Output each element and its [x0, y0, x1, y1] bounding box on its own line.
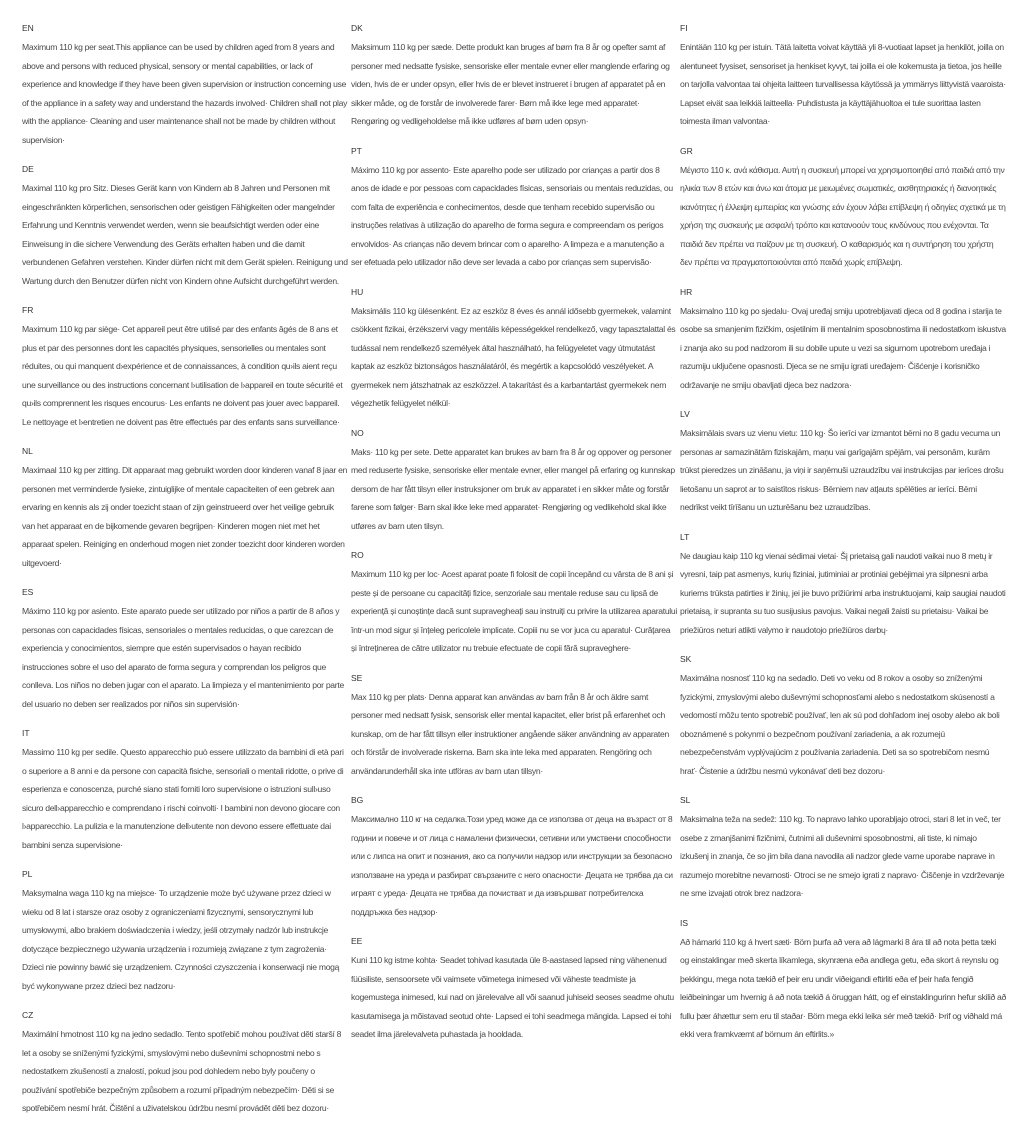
section-gr	[680, 145, 1006, 272]
section-en	[22, 22, 348, 149]
language-code: SL	[680, 795, 691, 805]
section-text: Maks· 110 kg per sete. Dette apparatet kan brukes av barn fra 8 år og oppover og personer med reduserte fysiske, sensoriske eller mentale evner, eller mangel på erfaring og kunnskap dersom de har fått tilsyn eller instruksjoner om bruk av apparatet i en sikker måte og forstår farene som følger· Barn skal ikke leke med apparatet· Rengjøring og vedlikehold skal ikke utføres av barn uten tilsyn.	[351, 446, 675, 531]
section-text: Að hámarki 110 kg á hvert sæti· Börn þurfa að vera að lágmarki 8 ára til að nota þetta tæki og einstaklingar með skerta líkamlega, skynræna eða andlega getu, eða skort á reynslu og þekkingu, mega nota tækið ef þeir eru undir viðeigandi eftirliti eða ef þeir hafa fengið leiðbeiningar um hvernig á að nota tækið á öruggan hátt, og ef einstaklingurinn hefur skilið að fullu þær áhættur sem eru til staðar· Börn mega ekki leika sér með tækið· Þrif og viðhald má ekki vera framkvæmt af börnum án eftirlits.»	[680, 936, 1006, 1039]
language-code: DE	[22, 164, 34, 174]
section-text: Maximum 110 kg par siège· Cet appareil peut être utilisé par des enfants âgés de 8 ans et plus et par des personnes dont les capacités physiques, sensorielles ou mentales sont réduites, ou qui manquent d›expérience et de connaissances, à condition qu›ils aient reçu une surveillance ou des instructions concernant l›utilisation de l›appareil en toute sécurité et qu›ils comprennent les risques encourus· Les enfants ne doivent pas jouer avec l›appareil. Le nettoyage et l›entretien ne doivent pas être effectués par des enfants sans surveillance·	[22, 324, 343, 427]
section-text: Máximo 110 kg por asiento. Este aparato puede ser utilizado por niños a partir de 8 años y personas con capacidades físicas, sensoriales o mentales reducidas, o que carezcan de experiencia y conocimientos, siempre que estén supervisados o hayan recibido instrucciones sobre el uso del aparato de forma segura y comprendan los peligros que conlleva. Los niños no deben jugar con el aparato. La limpieza y el mantenimiento por parte del usuario no deben ser realizados por niños sin supervisión·	[22, 606, 344, 709]
section-text: Maximální hmotnost 110 kg na jedno sedadlo. Tento spotřebič mohou používat děti starší 8 let a osoby se sníženými fyzickými, smyslovými nebo duševními schopnostmi nebo s nedostatkem zkušeností a znalostí, pokud jsou pod dohledem nebo byly poučeny o používání spotřebiče bezpečným způsobem a rozumí případným nebezpečím· Děti si se spotřebičem nesmí hrát. Čištění a uživatelskou údržbu nesmí provádět děti bez dozoru·	[22, 1029, 342, 1113]
section-text: Maksimālais svars uz vienu vietu: 110 kg· Šo ierīci var izmantot bērni no 8 gadu vecuma un personas ar samazinātām fiziskajām, maņu vai garīgajām spējām, vai personām, kurām trūkst pieredzes un zināšanu, ja viņi ir saņēmuši uzraudzību vai instrukcijas par ierīces drošu lietošanu un saprot ar to saistītos riskus· Bērniem nav atļauts spēlēties ar ierīci. Bērni nedrīkst veikt tīrīšanu un uzturēšanu bez uzraudzības.	[680, 428, 1004, 512]
section-pt	[351, 145, 677, 272]
section-text: Максимално 110 кг на седалка.Този уред може да се използва от деца на възраст от 8 години и повече и от лица с намалени физически, сетивни или умствени способности или с липса на опит и познания, ако са получили надзор или инструкции за безопасно използване на уреда и разбират свързаните с него опасности· Децата не трябва да си играят с уреда· Децата не трябва да почистват и да извършват потребителска поддръжка без надзор·	[351, 814, 673, 917]
section-text: Max 110 kg per plats· Denna apparat kan användas av barn från 8 år och äldre samt personer med nedsatt fysisk, sensorisk eller mental kapacitet, eller brist på erfarenhet och kunskap, om de har fått tillsyn eller instruktioner angående säker användning av apparaten och förstår de involverade riskerna. Barn ska inte leka med apparaten. Rengöring och användarunderhåll ska inte utföras av barn utan tillsyn·	[351, 691, 669, 776]
section-text: Maximálna nosnosť 110 kg na sedadlo. Deti vo veku od 8 rokov a osoby so zníženými fyzickými, zmyslovými alebo duševnými schopnosťami alebo s nedostatkom skúseností a vedomostí môžu tento spotrebič používať, len ak sú pod dohľadom inej osoby alebo ak boli oboznámené s pokynmi o bezpečnom používaní zariadenia, a ak rozumejú nebezpečenstvám vyplývajúcim z používania zariadenia. Deti sa so spotrebičom nesmú hrať· Čistenie a údržbu nesmú vykonávať deti bez dozoru·	[680, 673, 1000, 776]
language-code: DK	[351, 23, 363, 33]
language-code: SK	[680, 654, 692, 664]
language-code: PL	[22, 869, 33, 879]
section-text: Ne daugiau kaip 110 kg vienai sėdimai vietai· Šį prietaisą gali naudoti vaikai nuo 8 metų ir vyresni, taip pat asmenys, kurių fiziniai, jutiminiai ar protiniai gebėjimai yra silpnesni arba kuriems trūksta patirties ir žinių, jei jie buvo prižiūrimi arba instruktuojami, kaip saugiai naudoti prietaisą, ir supranta su tuo susijusius pavojus. Vaikai negali žaisti su prietaisu· Vaikai be priežiūros neturi atlikti valymo ir naudotojo priežiūros darbų·	[680, 550, 1006, 635]
section-lt	[680, 531, 1006, 640]
section-text: Maximaal 110 kg per zitting. Dit apparaat mag gebruikt worden door kinderen vanaf 8 jaar en personen met verminderde fysieke, zintuiglijke of mentale capaciteiten of een gebrek aan ervaring en kennis als zij onder toezicht staan of zijn geinstrueerd over het veilige gebruik van het apparaat en de bijkomende gevaren begrijpen· Kinderen mogen niet met het apparaat spelen. Reiniging en onderhoud mogen niet zonder toezicht door kinderen worden uitgevoerd·	[22, 465, 348, 568]
language-code: CZ	[22, 1010, 34, 1020]
column-1	[22, 22, 348, 1132]
section-dk	[351, 22, 677, 131]
section-text: Máximo 110 kg por assento· Este aparelho pode ser utilizado por crianças a partir dos 8 anos de idade e por pessoas com capacidades físicas, sensoriais ou mentais reduzidas, ou com falta de experiência e conhecimentos, desde que tenham recebido supervisão ou instruções relativas à utilização do aparelho de forma segura e compreendam os perigos envolvidos· As crianças não devem brincar com o aparelho· A limpeza e a manutenção a ser efetuada pelo utilizador não deve ser levada a cabo por crianças sem supervisão·	[351, 164, 673, 267]
column-2	[351, 22, 677, 1058]
language-code: HR	[680, 286, 693, 297]
language-code: NO	[351, 427, 364, 438]
section-is	[680, 917, 1006, 1044]
section-bg	[351, 794, 677, 921]
section-ee	[351, 935, 677, 1044]
column-3	[680, 22, 1006, 1058]
section-sl	[680, 794, 1006, 903]
section-text: Μέγιστο 110 κ. ανά κάθισμα. Αυτή η συσκευή μπορεί να χρησιμοποιηθεί από παιδιά από την ηλικία των 8 ετών και άνω και άτομα με μειωμένες σωματικές, αισθητηριακές ή διανοητικές ικανότητες ή έλλειψη εμπειρίας και γνώσης εάν έχουν λάβει επίβλεψη ή οδηγίες σχετικά με τη χρήση της συσκευής με ασφαλή τρόπο και κατανοούν τους κινδύνους που ενέχονται. Τα παιδιά δεν πρέπει να παίζουν με τη συσκευή. Ο καθαρισμός και η συντήρηση του χρήστη δεν πρέπει να πραγματοποιούνται από παιδιά χωρίς επίβλεψη.	[680, 164, 1006, 267]
section-hr	[680, 286, 1006, 395]
section-de	[22, 163, 348, 290]
language-code: ES	[22, 587, 34, 597]
language-code: LT	[680, 531, 690, 542]
section-text: Maximum 110 kg per seat.This appliance can be used by children aged from 8 years and above and persons with reduced physical, sensory or mental capabilities, or lack of experience and knowledge if they have been given supervision or instruction concerning use of the appliance in a safety way and understand the hazards involved· Children shall not play with the appliance· Cleaning and user maintenance shall not be made by children without supervision·	[22, 42, 348, 145]
section-text: Enintään 110 kg per istuin. Tätä laitetta voivat käyttää yli 8-vuotiaat lapset ja henkilöt, joilla on alentuneet fyysiset, sensoriset ja henkiset kyvyt, tai joilla ei ole kokemusta ja tietoa, jos heille on tarjolla valvontaa tai ohjeita laitteen turvallisessa käytössä ja ymmärrys liittyvistä vaaroista· Lapset eivät saa leikkiä laitteella· Puhdistusta ja käyttäjähuoltoa ei tule suorittaa lasten toimesta ilman valvontaa·	[680, 42, 1006, 126]
section-text: Kuni 110 kg istme kohta· Seadet tohivad kasutada üle 8-aastased lapsed ning vähenenud füüsiliste, sensoorsete või vaimsete võimetega inimesed või väheste teadmiste ja kogemustega inimesed, kui nad on järelevalve all või saanud juhiseid seoses seadme ohutu kasutamisega ja mõistavad seotud ohte· Lapsed ei tohi seadmega mängida. Lapsed ei tohi seadet ilma järelevalveta puhastada ja hooldada.	[351, 955, 674, 1039]
section-text: Massimo 110 kg per sedile. Questo apparecchio può essere utilizzato da bambini di età pari o superiore a 8 anni e da persone con capacità fisiche, sensoriali o mentali ridotte, o prive di esperienza e conoscenza, purché siano stati forniti loro supervisione o istruzioni sull›uso sicuro dell›apparecchio e comprendano i rischi coinvolti· I bambini non devono giocare con l›apparecchio. La pulizia e la manutenzione dell›utente non devono essere effettuate dai bambini senza supervisione·	[22, 747, 344, 850]
section-text: Maximal 110 kg pro Sitz. Dieses Gerät kann von Kindern ab 8 Jahren und Personen mit eingeschränkten körperlichen, sensorischen oder geistigen Fähigkeiten oder mangelnder Erfahrung und Kenntnis verwendet werden, wenn sie beaufsichtigt werden oder eine Einweisung in die sichere Verwendung des Geräts erhalten haben und die damit verbundenen Gefahren verstehen. Kinder dürfen nicht mit dem Gerät spielen. Reinigung und Wartung durch den Benutzer dürfen nicht von Kindern ohne Aufsicht durchgeführt werden.	[22, 183, 348, 286]
section-no	[351, 427, 677, 536]
language-code: LV	[680, 409, 690, 419]
section-it	[22, 727, 348, 854]
language-code: HU	[351, 286, 364, 297]
section-text: Maksymalna waga 110 kg na miejsce· To urządzenie może być używane przez dzieci w wieku od 8 lat i starsze oraz osoby z ograniczeniami fizycznymi, sensorycznymi lub umysłowymi, albo brakiem doświadczenia i wiedzy, jeśli otrzymały nadzór lub instrukcje dotyczące bezpiecznego używania urządzenia i rozumieją związane z tym zagrożenia· Dzieci nie powinny bawić się urządzeniem. Czynności czyszczenia i konserwacji nie mogą być wykonywane przez dzieci bez nadzoru·	[22, 888, 340, 991]
section-sk	[680, 653, 1006, 780]
section-cz	[22, 1009, 348, 1118]
section-fi	[680, 22, 1006, 131]
section-ro	[351, 549, 677, 658]
language-code: EN	[22, 23, 34, 33]
section-text: Maksimalno 110 kg po sjedalu· Ovaj uređaj smiju upotrebljavati djeca od 8 godina i starija te osobe sa smanjenim fizičkim, osjetilnim ili mentalnim sposobnostima ili nedostatkom iskustva i znanja ako su pod nadzorom ili su dobile upute u vezi sa sigurnom upotrebom uređaja i razumiju uključene opasnosti. Djeca se ne smiju igrati uređajem· Čišćenje i korisničko održavanje ne smiju obavljati djeca bez nadzora·	[680, 305, 1006, 390]
language-code: RO	[351, 550, 364, 560]
section-lv	[680, 408, 1006, 517]
section-text: Maksimalna teža na sedež: 110 kg. To napravo lahko uporabljajo otroci, stari 8 let in več, ter osebe z zmanjšanimi fizičnimi, čutnimi ali duševnimi sposobnostmi, ali tiste, ki nimajo izkušenj in znanja, če so jim bila dana navodila ali nadzor glede varne uporabe naprave in razumejo morebitne nevarnosti· Otroci se ne smejo igrati z napravo· Čiščenje in vzdrževanje ne sme izvajati otrok brez nadzora·	[680, 814, 1005, 898]
language-code: IS	[680, 917, 689, 928]
language-code: IT	[22, 728, 30, 738]
language-code: BG	[351, 795, 364, 805]
section-pl	[22, 868, 348, 995]
section-text: Maksimum 110 kg per sæde. Dette produkt kan bruges af børn fra 8 år og opefter samt af personer med nedsatte fysiske, sensoriske eller mentale evner eller manglende erfaring og viden, hvis de er under opsyn, eller hvis de er blevet instrueret i brugen af apparatet på en sikker måde, og de forstår de involverede farer· Børn må ikke lege med apparatet· Rengøring og vedligeholdelse må ikke udføres af børn uden opsyn·	[351, 42, 670, 126]
language-code: FI	[680, 23, 688, 33]
section-nl	[22, 445, 348, 572]
section-hu	[351, 286, 677, 413]
language-code: NL	[22, 446, 33, 456]
language-code: PT	[351, 145, 362, 156]
section-text: Maximum 110 kg per loc· Acest aparat poate fi folosit de copii începând cu vârsta de 8 ani și peste și de persoane cu capacități fizice, senzoriale sau mentale reduse sau cu lipsă de experiență și cunoștințe dacă sunt supravegheați sau instruiți cu privire la utilizarea aparatului într-un mod sigur și înțeleg pericolele implicate. Copiii nu se vor juca cu aparatul· Curățarea și întreținerea de către utilizator nu trebuie efectuate de copii fără supraveghere·	[351, 569, 678, 653]
section-text: Maksimális 110 kg ülésenként. Ez az eszköz 8 éves és annál idősebb gyermekek, valamint csökkent fizikai, érzékszervi vagy mentális képességekkel rendelkező, vagy tapasztalattal és tudással nem rendelkező személyek által használható, ha felügyeletet vagy útmutatást kaptak az eszköz biztonságos használatáról, és megértik a kapcsolódó veszélyeket. A gyermekek nem játszhatnak az eszközzel. A takarítást és a karbantartást gyermekek nem végezhetik felügyelet nélkül·	[351, 305, 676, 408]
language-code: EE	[351, 936, 363, 946]
language-code: GR	[680, 145, 693, 156]
section-se	[351, 672, 677, 781]
section-fr	[22, 304, 348, 431]
section-es	[22, 586, 348, 713]
language-code: FR	[22, 305, 34, 315]
language-code: SE	[351, 672, 363, 683]
